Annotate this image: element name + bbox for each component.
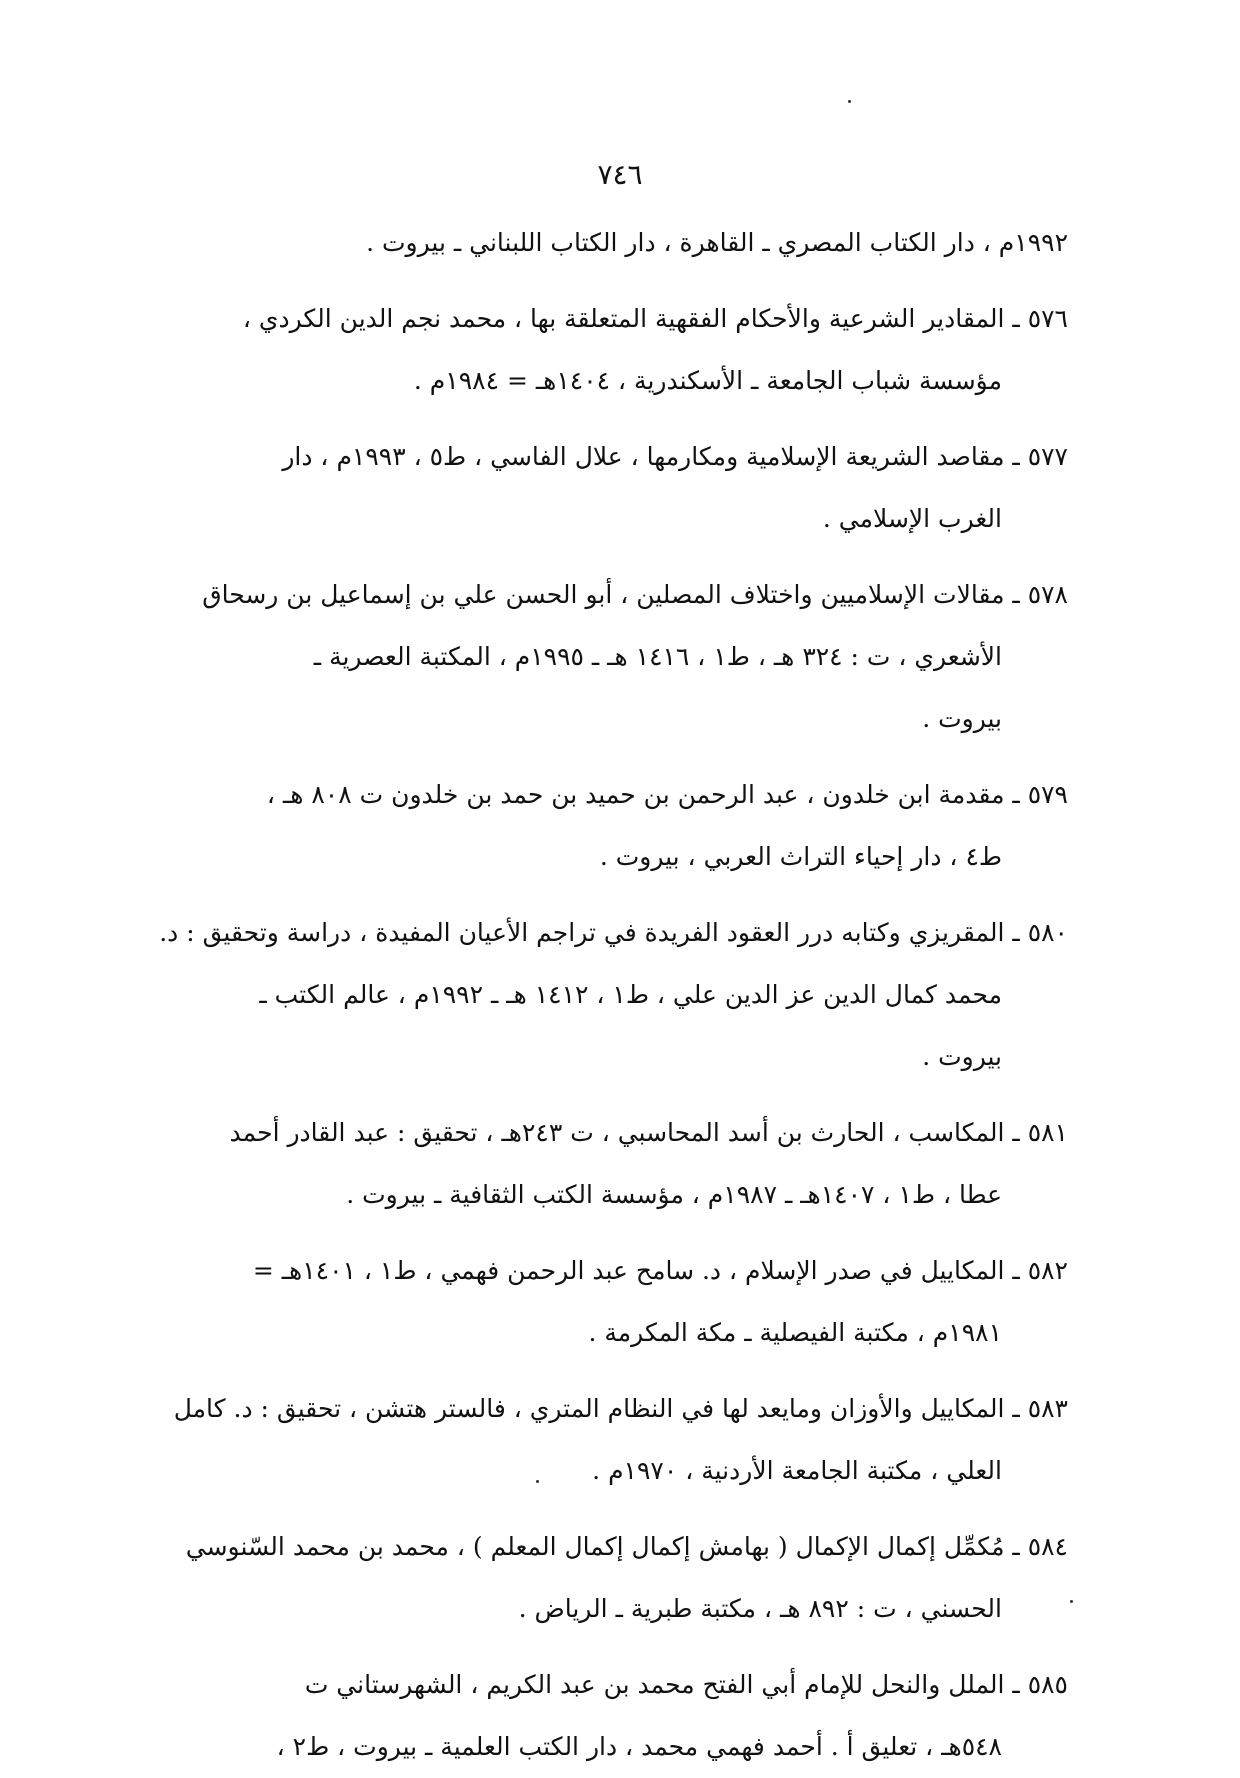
entry-line: عطا ، ط١ ، ١٤٠٧هـ ـ ١٩٨٧م ، مؤسسة الكتب الثقافية ـ بيروت . (346, 1180, 1002, 1209)
bibliography-entry-579 (168, 764, 1068, 888)
bibliography-entry-580 (159, 902, 1068, 1088)
entry-line: ٥٨٢ ـ المكاييل في صدر الإسلام ، د. سامح عبد الرحمن فهمي ، ط١ ، ١٤٠١هـ = (252, 1256, 1068, 1285)
scan-speck (1070, 1600, 1073, 1603)
entry-line: ٥٤٨هـ ، تعليق أ . أحمد فهمي محمد ، دار الكتب العلمية ـ بيروت ، ط٢ ، (276, 1732, 1002, 1761)
bibliography-entry-585 (168, 1654, 1068, 1778)
entry-line: ٥٨٥ ـ الملل والنحل للإمام أبي الفتح محمد بن عبد الكريم ، الشهرستاني ت (304, 1670, 1068, 1699)
entry-line: الأشعري ، ت : ٣٢٤ هـ ، ط١ ، ١٤١٦ هـ ـ ١٩٩٥م ، المكتبة العصرية ـ (313, 642, 1002, 671)
entry-line: ٥٧٧ ـ مقاصد الشريعة الإسلامية ومكارمها ، علال الفاسي ، ط٥ ، ١٩٩٣م ، دار (282, 442, 1068, 471)
entry-line: ٥٧٦ ـ المقادير الشرعية والأحكام الفقهية المتعلقة بها ، محمد نجم الدين الكردي ، (242, 304, 1068, 333)
bibliography-entry-583 (168, 1378, 1068, 1502)
entry-line: بيروت . (922, 1042, 1002, 1071)
entry-line: العلي ، مكتبة الجامعة الأردنية ، ١٩٧٠م . (592, 1456, 1002, 1485)
bibliography-entry-581 (168, 1102, 1068, 1226)
entry-line: الحسني ، ت : ٨٩٢ هـ ، مكتبة طبرية ـ الرياض . (518, 1594, 1002, 1623)
bibliography-entry-582 (168, 1240, 1068, 1364)
bibliography-entry-584 (168, 1516, 1068, 1640)
entry-line: محمد كمال الدين عز الدين علي ، ط١ ، ١٤١٢ هـ ـ ١٩٩٢م ، عالم الكتب ـ (259, 980, 1002, 1009)
entry-line: ٥٧٩ ـ مقدمة ابن خلدون ، عبد الرحمن بن حميد بن حمد بن خلدون ت ٨٠٨ هـ ، (266, 780, 1068, 809)
bibliography-entry-576 (168, 288, 1068, 412)
bibliography-list (159, 212, 1068, 1778)
page-number: ٧٤٦ (597, 158, 643, 191)
entry-line: ٥٧٨ ـ مقالات الإسلاميين واختلاف المصلين ، أبو الحسن علي بن إسماعيل بن رسحاق (202, 580, 1068, 609)
entry-line: ٥٨٣ ـ المكاييل والأوزان ومايعد لها في النظام المتري ، فالستر هتشن ، تحقيق : د. كامل (173, 1394, 1068, 1423)
scan-speck (848, 100, 851, 103)
entry-line: مؤسسة شباب الجامعة ـ الأسكندرية ، ١٤٠٤هـ = ١٩٨٤م . (413, 366, 1002, 395)
bibliography-entry-578 (168, 564, 1068, 750)
entry-line: ط٤ ، دار إحياء التراث العربي ، بيروت . (599, 842, 1002, 871)
entry-line: بيروت . (922, 704, 1002, 733)
entry-line: الغرب الإسلامي . (822, 504, 1002, 533)
entry-line: ١٩٨١م ، مكتبة الفيصلية ـ مكة المكرمة . (588, 1318, 1002, 1347)
bibliography-entry-577 (168, 426, 1068, 550)
entry-line: ٥٨٤ ـ مُكمِّل إكمال الإكمال ( بهامش إكمال إكمال المعلم ) ، محمد بن محمد السّنوسي (185, 1532, 1068, 1561)
entry-line: ٥٨٠ ـ المقريزي وكتابه درر العقود الفريدة في تراجم الأعيان المفيدة ، دراسة وتحقيق : د. (159, 918, 1068, 947)
scan-speck (536, 1480, 539, 1483)
entry-line: ٥٨١ ـ المكاسب ، الحارث بن أسد المحاسبي ، ت ٢٤٣هـ ، تحقيق : عبد القادر أحمد (229, 1118, 1068, 1147)
continuation-line: ١٩٩٢م ، دار الكتاب المصري ـ القاهرة ، دار الكتاب اللبناني ـ بيروت . (366, 228, 1068, 257)
